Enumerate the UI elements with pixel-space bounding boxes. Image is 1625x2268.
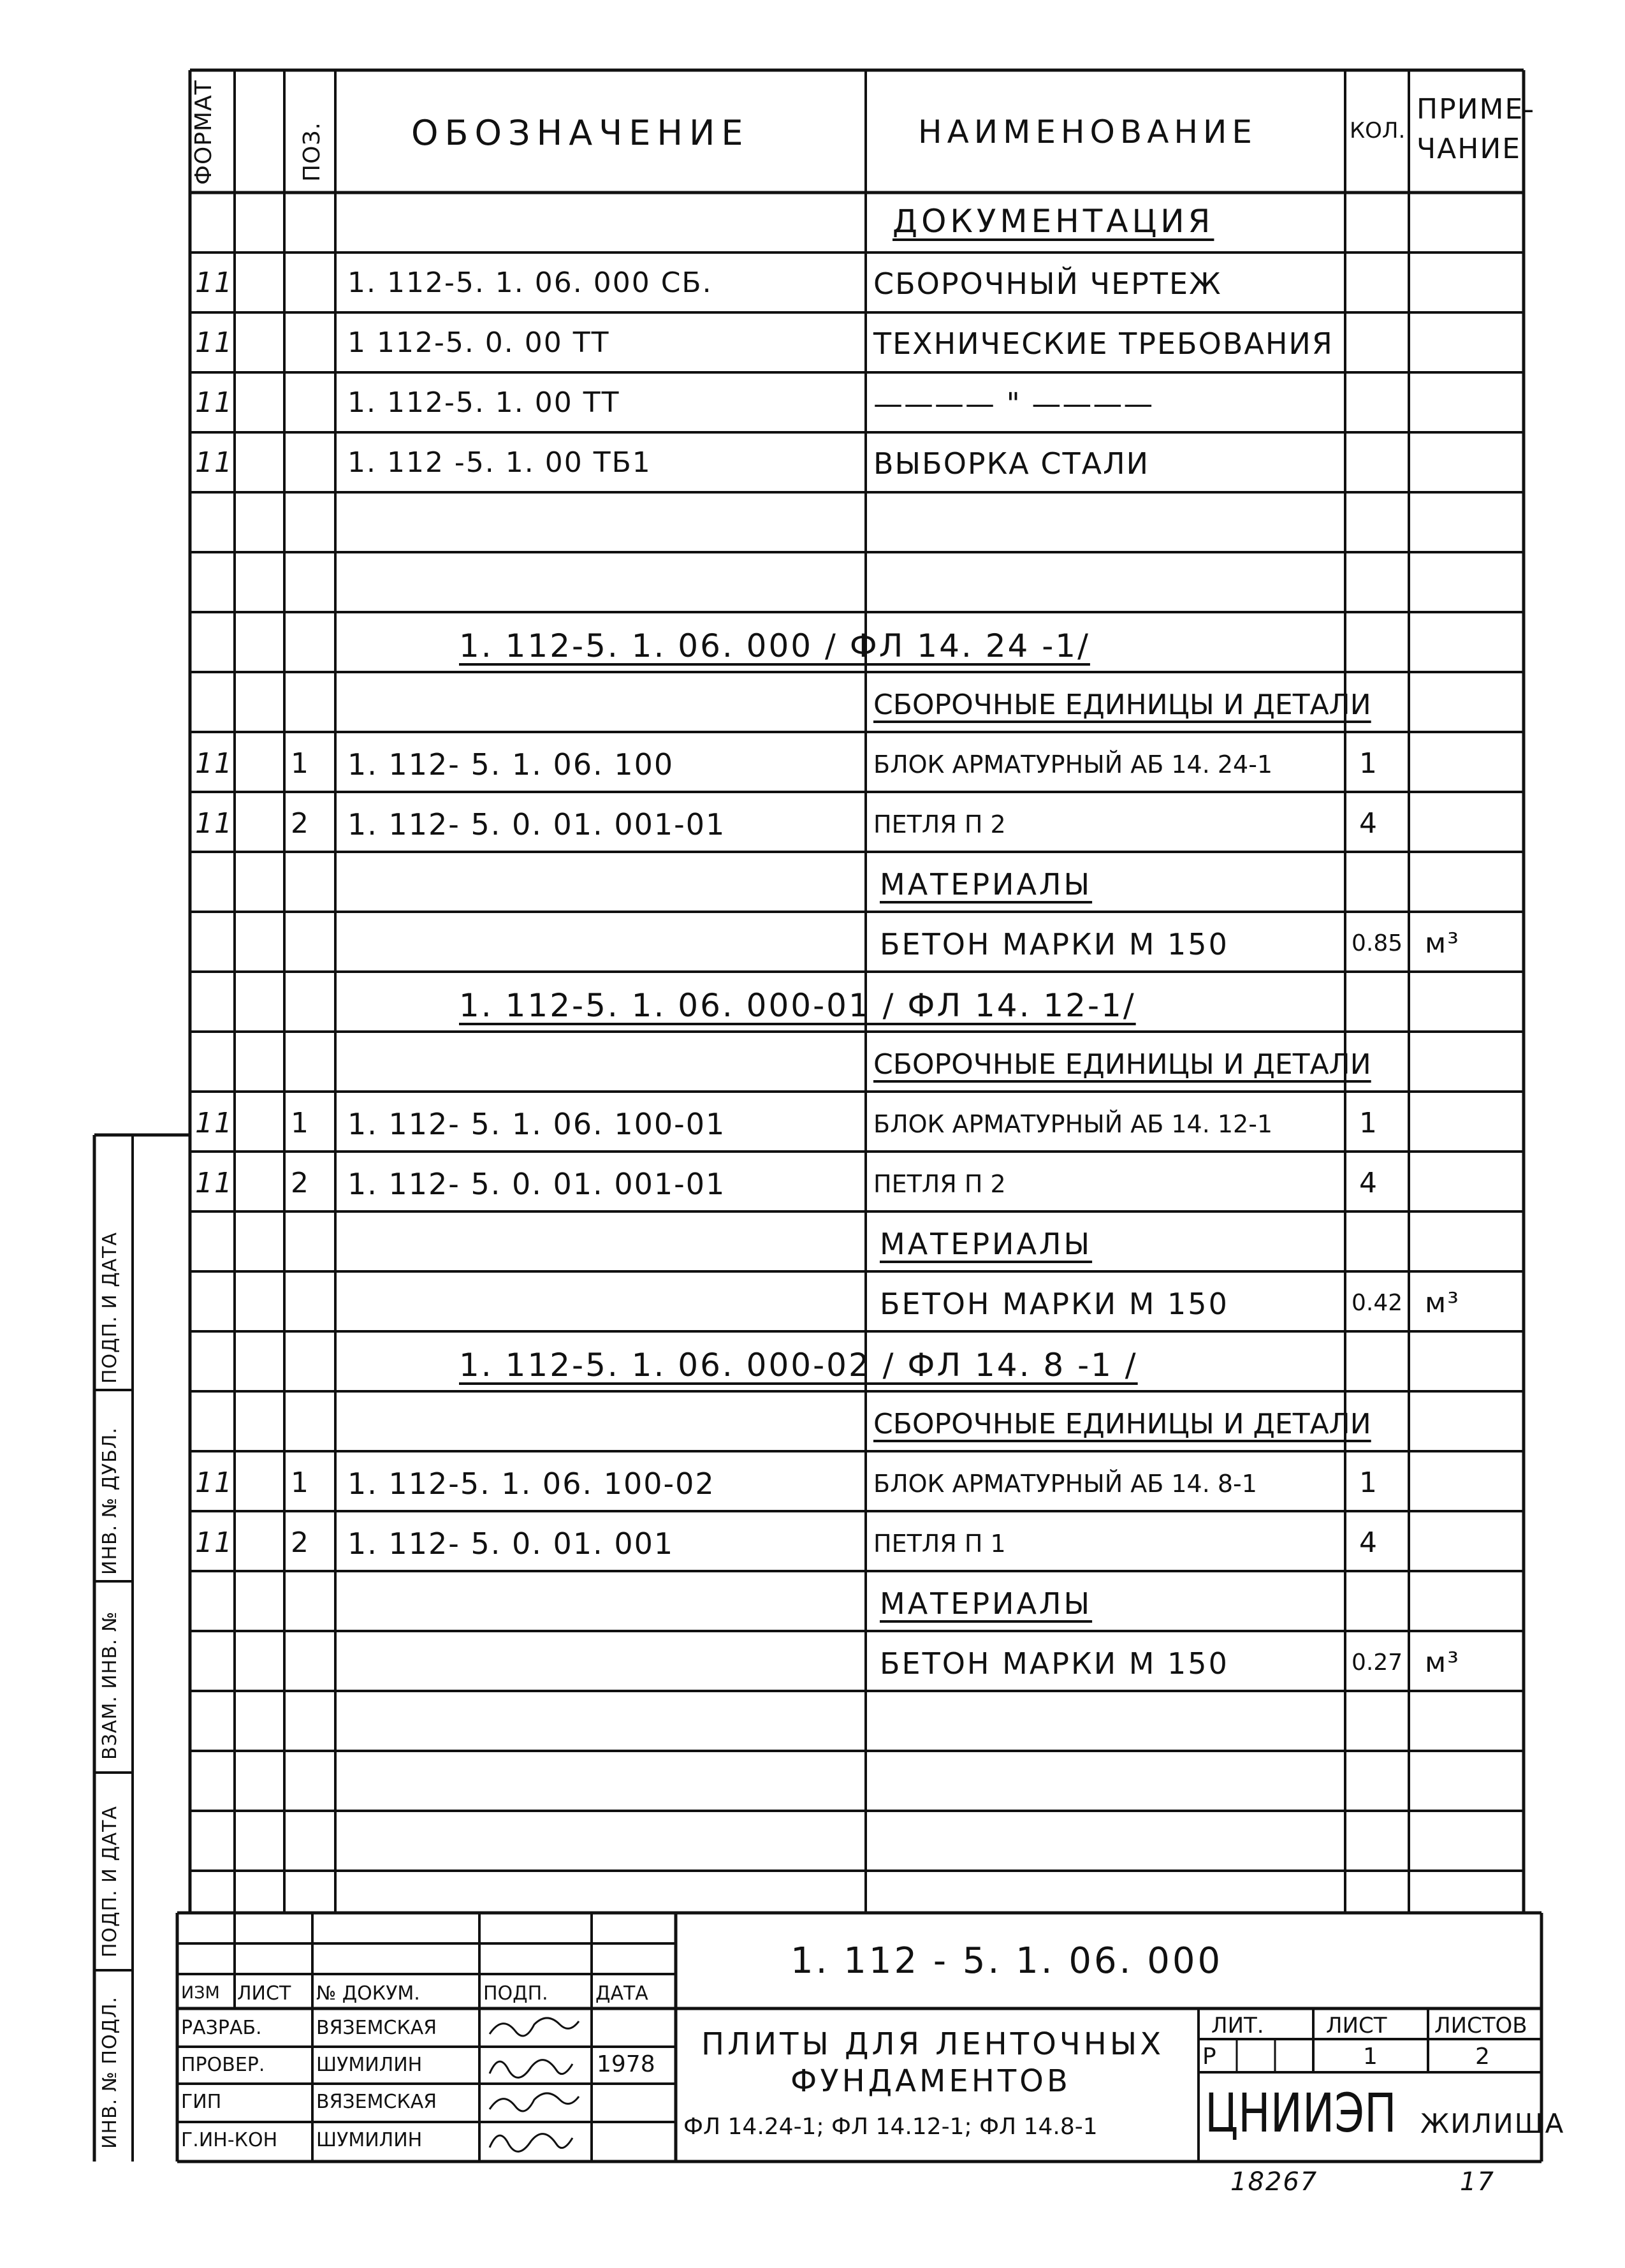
- title-line-2: ФУНДАМЕНТОВ: [791, 2063, 1071, 2099]
- person-date: 1978: [597, 2051, 655, 2077]
- organization-small: ЖИЛИЩА: [1420, 2108, 1565, 2139]
- item-qty: 1: [1359, 1107, 1378, 1139]
- doc-row-designation: 1. 112-5. 1. 06. 000 СБ.: [347, 267, 713, 299]
- item-pos: 1: [291, 747, 310, 780]
- header-note-line2: ЧАНИЕ: [1417, 133, 1522, 165]
- item-name: БЛОК АРМАТУРНЫЙ АБ 14. 8-1: [873, 1470, 1257, 1498]
- item-designation: 1. 112- 5. 0. 01. 001-01: [347, 807, 726, 842]
- person-name: ВЯЗЕМСКАЯ: [316, 2017, 437, 2039]
- sheets-value: 2: [1475, 2044, 1491, 2070]
- item-name: ПЕТЛЯ П 2: [873, 810, 1006, 838]
- material-unit: м³: [1425, 927, 1460, 960]
- doc-row-format: 11: [195, 326, 233, 359]
- document-code: 1. 112 - 5. 1. 06. 000: [791, 1940, 1223, 1982]
- item-format: 11: [195, 1107, 233, 1139]
- item-designation: 1. 112-5. 1. 06. 100-02: [347, 1467, 715, 1501]
- organization-big: ЦНИИЭП: [1205, 2082, 1397, 2144]
- header-name: НАИМЕНОВАНИЕ: [918, 113, 1257, 150]
- side-stamp-inv-podl: ИНВ. № ПОДЛ.: [99, 1996, 121, 2149]
- col-header-date: ДАТА: [595, 1982, 648, 2005]
- item-format: 11: [195, 1526, 233, 1559]
- col-header-izm: ИЗМ: [181, 1983, 220, 2003]
- item-format: 11: [195, 1467, 233, 1499]
- item-designation: 1. 112- 5. 0. 01. 001: [347, 1526, 674, 1561]
- variant-subheading: СБОРОЧНЫЕ ЕДИНИЦЫ И ДЕТАЛИ: [873, 1048, 1371, 1081]
- item-qty: 4: [1359, 1167, 1378, 1199]
- person-role: ГИП: [181, 2091, 222, 2113]
- variant-subheading: СБОРОЧНЫЕ ЕДИНИЦЫ И ДЕТАЛИ: [873, 1408, 1371, 1440]
- item-pos: 2: [291, 1167, 310, 1199]
- item-pos: 1: [291, 1467, 310, 1499]
- lit-value: Р: [1202, 2044, 1218, 2070]
- doc-row-format: 11: [195, 446, 233, 479]
- doc-row-format: 11: [195, 386, 233, 419]
- title-line-3: ФЛ 14.24-1; ФЛ 14.12-1; ФЛ 14.8-1: [683, 2114, 1098, 2140]
- col-header-doc-no: № ДОКУМ.: [316, 1982, 420, 2005]
- item-qty: 4: [1359, 807, 1378, 840]
- doc-row-name: ТЕХНИЧЕСКИЕ ТРЕБОВАНИЯ: [873, 326, 1334, 361]
- side-stamp-vzam-inv: ВЗАМ. ИНВ. №: [99, 1611, 121, 1760]
- variant-title: 1. 112-5. 1. 06. 000-02 / ФЛ 14. 8 -1 /: [459, 1347, 1138, 1384]
- material-qty: 0.85: [1352, 930, 1403, 956]
- material-unit: м³: [1425, 1646, 1460, 1679]
- materials-heading: МАТЕРИАЛЫ: [880, 867, 1093, 902]
- doc-row-format: 11: [195, 267, 233, 299]
- side-stamp-inv-dubl: ИНВ. № ДУБЛ.: [99, 1427, 121, 1575]
- header-qty: КОЛ.: [1350, 118, 1406, 143]
- material-unit: м³: [1425, 1287, 1460, 1319]
- sheet-label: ЛИСТ: [1326, 2013, 1387, 2038]
- person-name: ШУМИЛИН: [316, 2054, 423, 2076]
- archive-number: 18267: [1230, 2167, 1318, 2197]
- item-pos: 2: [291, 807, 310, 840]
- variant-title: 1. 112-5. 1. 06. 000 / ФЛ 14. 24 -1/: [459, 627, 1090, 664]
- person-role: ПРОВЕР.: [181, 2054, 265, 2076]
- item-name: БЛОК АРМАТУРНЫЙ АБ 14. 24-1: [873, 750, 1273, 779]
- item-qty: 1: [1359, 1467, 1378, 1499]
- doc-row-name: СБОРОЧНЫЙ ЧЕРТЕЖ: [873, 267, 1222, 301]
- side-stamp-podp-data-1: ПОДП. И ДАТА: [99, 1805, 121, 1957]
- materials-heading: МАТЕРИАЛЫ: [880, 1227, 1093, 1261]
- item-qty: 1: [1359, 747, 1378, 780]
- material-qty: 0.42: [1352, 1290, 1403, 1316]
- title-line-1: ПЛИТЫ ДЛЯ ЛЕНТОЧНЫХ: [701, 2026, 1165, 2062]
- doc-row-designation: 1. 112 -5. 1. 00 ТБ1: [347, 446, 652, 479]
- doc-row-name: ———— " ————: [873, 386, 1155, 421]
- item-designation: 1. 112- 5. 1. 06. 100: [347, 747, 674, 782]
- header-designation: ОБОЗНАЧЕНИЕ: [411, 113, 750, 153]
- item-name: ПЕТЛЯ П 2: [873, 1170, 1006, 1198]
- item-pos: 2: [291, 1526, 310, 1559]
- person-role: Г.ИН-КОН: [181, 2129, 278, 2151]
- variant-title: 1. 112-5. 1. 06. 000-01 / ФЛ 14. 12-1/: [459, 987, 1136, 1024]
- item-pos: 1: [291, 1107, 310, 1139]
- material-name: БЕТОН МАРКИ М 150: [880, 927, 1229, 962]
- item-designation: 1. 112- 5. 0. 01. 001-01: [347, 1167, 726, 1201]
- person-role: РАЗРАБ.: [181, 2017, 262, 2039]
- documentation-heading: ДОКУМЕНТАЦИЯ: [893, 203, 1214, 240]
- person-name: ВЯЗЕМСКАЯ: [316, 2091, 437, 2113]
- material-name: БЕТОН МАРКИ М 150: [880, 1287, 1229, 1321]
- doc-row-name: ВЫБОРКА СТАЛИ: [873, 446, 1150, 481]
- page-number: 17: [1460, 2167, 1495, 2197]
- doc-row-designation: 1. 112-5. 1. 00 ТТ: [347, 386, 620, 419]
- variant-subheading: СБОРОЧНЫЕ ЕДИНИЦЫ И ДЕТАЛИ: [873, 689, 1371, 721]
- item-designation: 1. 112- 5. 1. 06. 100-01: [347, 1107, 726, 1141]
- materials-heading: МАТЕРИАЛЫ: [880, 1586, 1093, 1621]
- material-qty: 0.27: [1352, 1650, 1403, 1676]
- side-stamp-podp-data-2: ПОДП. И ДАТА: [99, 1231, 121, 1384]
- item-format: 11: [195, 747, 233, 780]
- item-format: 11: [195, 807, 233, 840]
- item-format: 11: [195, 1167, 233, 1199]
- col-header-signature: ПОДП.: [483, 1982, 548, 2005]
- item-name: БЛОК АРМАТУРНЫЙ АБ 14. 12-1: [873, 1110, 1273, 1138]
- sheets-label: ЛИСТОВ: [1434, 2013, 1527, 2038]
- header-format: ФОРМАТ: [191, 80, 217, 185]
- item-name: ПЕТЛЯ П 1: [873, 1530, 1006, 1558]
- header-pos: ПОЗ.: [299, 122, 325, 182]
- doc-row-designation: 1 112-5. 0. 00 ТТ: [347, 326, 610, 359]
- header-note-line1: ПРИМЕ-: [1417, 93, 1536, 126]
- item-qty: 4: [1359, 1526, 1378, 1559]
- col-header-list: ЛИСТ: [237, 1982, 291, 2005]
- lit-label: ЛИТ.: [1211, 2013, 1264, 2038]
- material-name: БЕТОН МАРКИ М 150: [880, 1646, 1229, 1681]
- person-name: ШУМИЛИН: [316, 2129, 423, 2151]
- sheet-value: 1: [1363, 2044, 1379, 2070]
